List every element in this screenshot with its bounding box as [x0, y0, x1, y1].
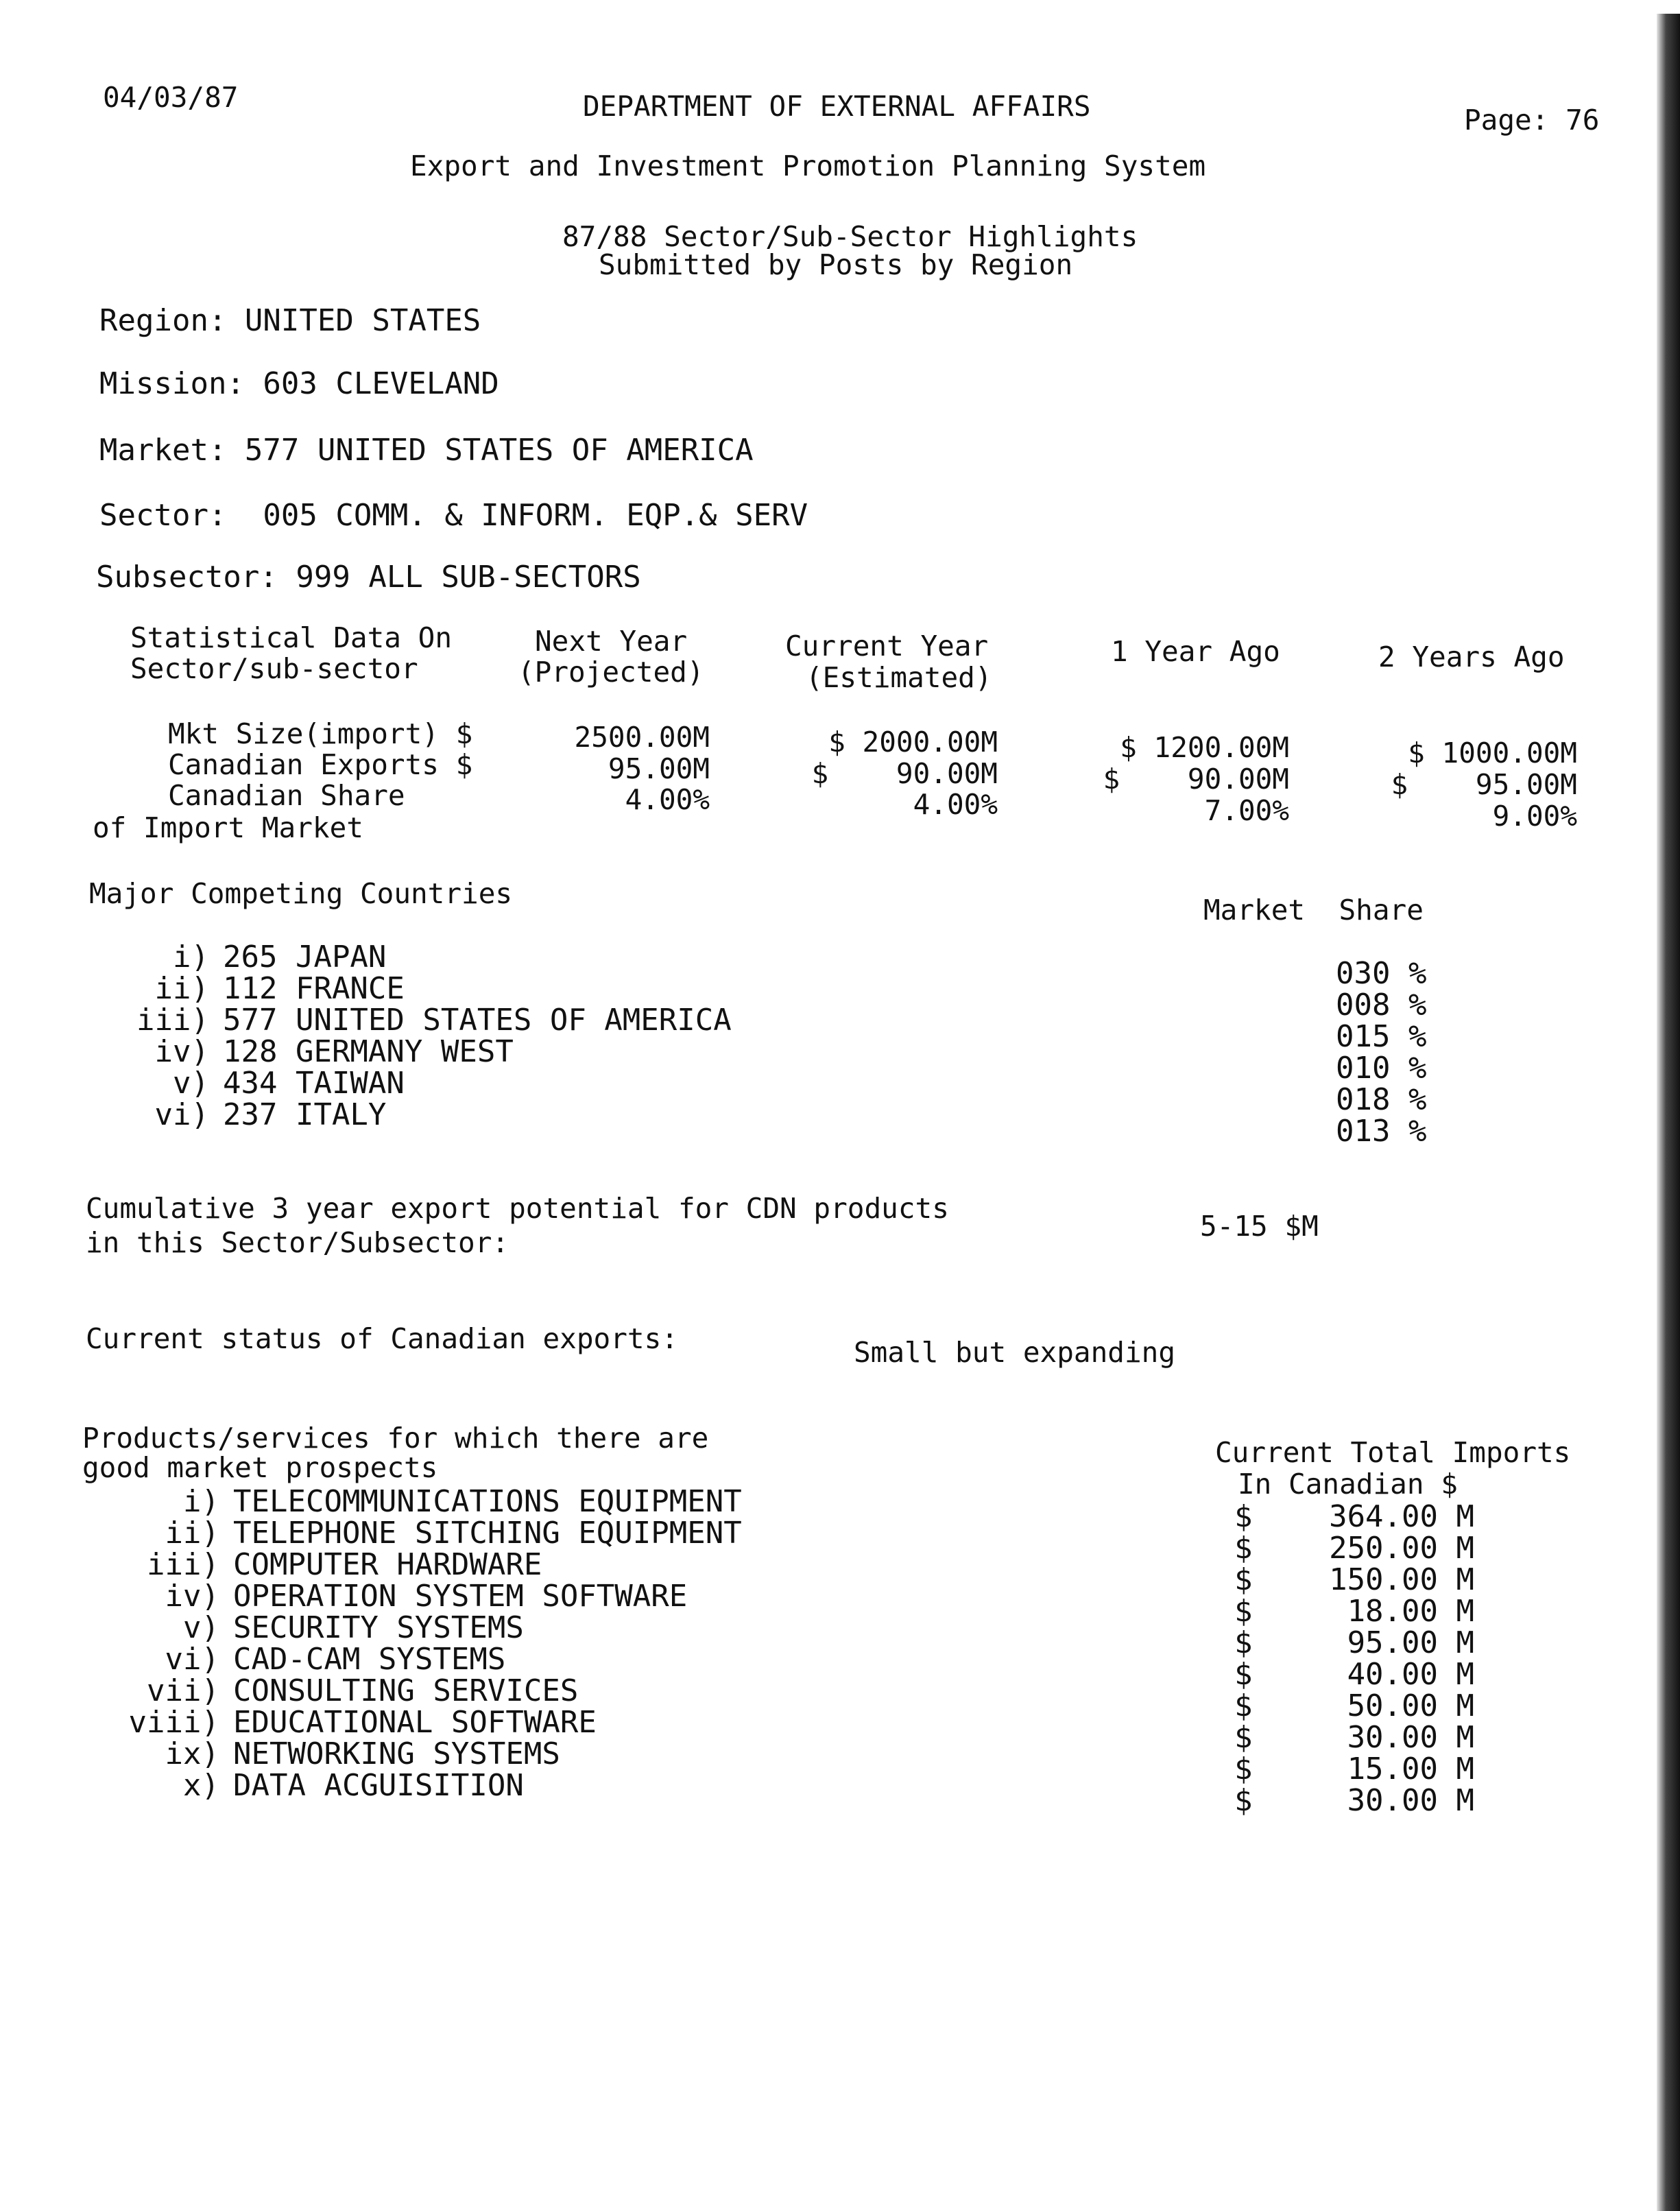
prospect-import-value: 18.00 M — [1347, 1594, 1474, 1629]
prospect-number: i) — [183, 1484, 219, 1519]
prospect-number: ii) — [165, 1516, 219, 1551]
prospect-currency: $ — [1234, 1688, 1253, 1723]
competitor-name: 265 JAPAN — [223, 940, 387, 975]
prospect-import-value: 95.00 M — [1347, 1625, 1474, 1660]
potential-line-2: in this Sector/Subsector: — [86, 1226, 509, 1259]
market-share-header: Market Share — [1203, 894, 1424, 927]
subsector-line: Subsector: 999 ALL SUB-SECTORS — [96, 560, 641, 595]
stats-header-one-year-ago: 1 Year Ago — [1111, 635, 1280, 668]
potential-value: 5-15 $M — [1200, 1210, 1319, 1243]
page-number: Page: 76 — [1464, 104, 1600, 136]
prospect-number: iv) — [165, 1579, 219, 1614]
prospects-line-1: Products/services for which there are — [82, 1422, 709, 1455]
competitor-name: 237 ITALY — [223, 1097, 387, 1132]
competitor-name: 112 FRANCE — [223, 971, 405, 1006]
competitor-share: 015 % — [1336, 1019, 1427, 1054]
prospect-currency: $ — [1234, 1499, 1253, 1534]
competitor-share: 013 % — [1336, 1114, 1427, 1149]
prospect-import-value: 250.00 M — [1329, 1531, 1474, 1566]
competitor-share: 018 % — [1336, 1082, 1427, 1117]
stats-row-current: 4.00% — [913, 788, 998, 821]
report-date: 04/03/87 — [103, 81, 239, 114]
stats-row-one-ago: 7.00% — [1204, 794, 1289, 827]
stats-header-current-1: Current Year — [785, 630, 989, 662]
stats-row-two-ago: $ 1000.00M — [1408, 737, 1577, 769]
scan-page-edge — [1657, 14, 1680, 2211]
prospect-import-value: 50.00 M — [1347, 1688, 1474, 1723]
competitor-number: iii) — [136, 1003, 209, 1038]
prospect-import-value: 30.00 M — [1347, 1720, 1474, 1755]
stats-header-label-1: Statistical Data On — [130, 621, 452, 654]
prospect-number: vii) — [147, 1673, 219, 1708]
stats-row-label: Mkt Size(import) $ — [168, 717, 473, 750]
prospect-number: v) — [183, 1610, 219, 1645]
stats-row-two-ago: 9.00% — [1492, 800, 1577, 833]
competitor-number: iv) — [154, 1034, 209, 1069]
imports-header-1: Current Total Imports — [1215, 1436, 1571, 1469]
prospect-name: OPERATION SYSTEM SOFTWARE — [233, 1579, 688, 1614]
status-label: Current status of Canadian exports: — [86, 1322, 678, 1355]
prospect-name: TELEPHONE SITCHING EQUIPMENT — [233, 1516, 742, 1551]
stats-header-two-years-ago: 2 Years Ago — [1378, 641, 1565, 673]
prospect-currency: $ — [1234, 1783, 1253, 1818]
mission-line: Mission: 603 CLEVELAND — [99, 366, 499, 401]
status-value: Small but expanding — [854, 1336, 1175, 1369]
potential-line-1: Cumulative 3 year export potential for CDN products — [86, 1192, 949, 1225]
prospect-name: CAD-CAM SYSTEMS — [233, 1642, 506, 1677]
competitor-number: vi) — [154, 1097, 209, 1132]
stats-header-next-1: Next Year — [535, 625, 688, 658]
stats-header-label-2: Sector/sub-sector — [130, 652, 418, 685]
market-line: Market: 577 UNITED STATES OF AMERICA — [99, 433, 754, 468]
prospect-name: NETWORKING SYSTEMS — [233, 1736, 560, 1771]
prospect-name: CONSULTING SERVICES — [233, 1673, 579, 1708]
prospect-import-value: 364.00 M — [1329, 1499, 1474, 1534]
imports-header-2: In Canadian $ — [1238, 1468, 1458, 1501]
prospect-currency: $ — [1234, 1625, 1253, 1660]
competitor-number: ii) — [154, 971, 209, 1006]
prospect-name: COMPUTER HARDWARE — [233, 1547, 542, 1582]
stats-row-label: Canadian Share — [168, 779, 405, 812]
prospect-currency: $ — [1234, 1531, 1253, 1566]
competitor-number: i) — [173, 940, 209, 975]
department-title: DEPARTMENT OF EXTERNAL AFFAIRS — [583, 90, 1091, 123]
submitted-line: Submitted by Posts by Region — [599, 248, 1073, 281]
stats-row-label: Canadian Exports $ — [168, 748, 473, 781]
stats-header-current-2: (Estimated) — [806, 661, 992, 694]
stats-row-one-ago: $ 1200.00M — [1120, 731, 1289, 764]
stats-row-next: 2500.00M — [574, 721, 710, 754]
prospect-currency: $ — [1234, 1562, 1253, 1597]
prospect-number: vi) — [165, 1642, 219, 1677]
competitor-name: 128 GERMANY WEST — [223, 1034, 514, 1069]
prospect-name: DATA ACGUISITION — [233, 1768, 524, 1803]
competitor-share: 008 % — [1336, 988, 1427, 1023]
prospect-currency: $ — [1234, 1594, 1253, 1629]
stats-row-one-ago: $ 90.00M — [1103, 763, 1289, 796]
competitors-title: Major Competing Countries — [89, 877, 513, 910]
sector-line: Sector: 005 COMM. & INFORM. EQP.& SERV — [99, 498, 808, 533]
prospect-import-value: 40.00 M — [1347, 1657, 1474, 1692]
region-line: Region: UNITED STATES — [99, 303, 481, 338]
prospect-currency: $ — [1234, 1657, 1253, 1692]
stats-row-next: 4.00% — [625, 783, 710, 816]
prospect-name: SECURITY SYSTEMS — [233, 1610, 524, 1645]
competitor-share: 010 % — [1336, 1051, 1427, 1086]
system-title: Export and Investment Promotion Planning System — [410, 150, 1206, 182]
highlights-title: 87/88 Sector/Sub-Sector Highlights — [562, 220, 1138, 253]
prospect-currency: $ — [1234, 1752, 1253, 1786]
prospect-number: x) — [183, 1768, 219, 1803]
stats-row-current: $ 90.00M — [811, 757, 998, 790]
prospect-name: EDUCATIONAL SOFTWARE — [233, 1705, 597, 1740]
competitor-name: 577 UNITED STATES OF AMERICA — [223, 1003, 732, 1038]
prospects-line-2: good market prospects — [82, 1451, 438, 1484]
stats-row-current: $ 2000.00M — [828, 726, 998, 758]
stats-share-label-2: of Import Market — [93, 811, 363, 844]
competitor-number: v) — [173, 1066, 209, 1101]
competitor-name: 434 TAIWAN — [223, 1066, 405, 1101]
stats-row-two-ago: $ 95.00M — [1391, 768, 1577, 801]
prospect-number: iii) — [147, 1547, 219, 1582]
prospect-name: TELECOMMUNICATIONS EQUIPMENT — [233, 1484, 742, 1519]
stats-row-next: 95.00M — [608, 752, 710, 785]
prospect-number: viii) — [128, 1705, 219, 1740]
stats-header-next-2: (Projected) — [518, 656, 704, 689]
competitor-share: 030 % — [1336, 956, 1427, 991]
prospect-number: ix) — [165, 1736, 219, 1771]
prospect-import-value: 15.00 M — [1347, 1752, 1474, 1786]
prospect-import-value: 150.00 M — [1329, 1562, 1474, 1597]
prospect-import-value: 30.00 M — [1347, 1783, 1474, 1818]
prospect-currency: $ — [1234, 1720, 1253, 1755]
